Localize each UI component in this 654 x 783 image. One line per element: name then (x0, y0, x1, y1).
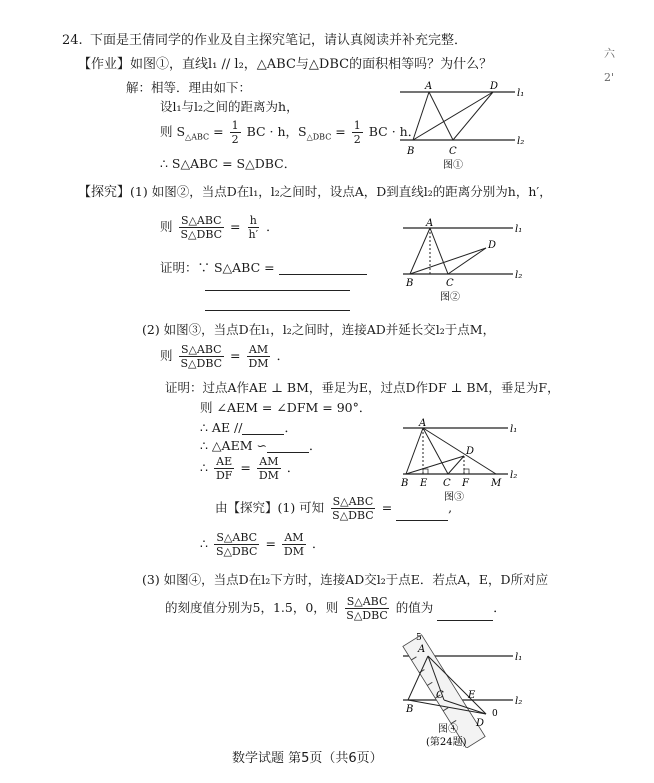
answer-blank-line[interactable] (205, 290, 350, 291)
explore-1-text: 【探究】(1) 如图②，当点D在l₁，l₂之间时，设点A，D到直线l₂的距离分别为h，h′， (78, 184, 552, 200)
figure-3-diagram (398, 418, 526, 506)
question-stem: 下面是王倩同学的作业及自主探究笔记，请认真阅读并补充完整． (90, 33, 468, 48)
svg-text:A: A (418, 644, 426, 655)
fig4-subcaption: (第24题) (426, 737, 467, 748)
homework-answer-line4: ∴ S△ABC = S△DBC． (160, 156, 297, 171)
question-number: 24. (62, 33, 83, 48)
homework-tag: 【作业】 (78, 57, 131, 72)
homework-answer-line1: 解：相等．理由如下： (126, 80, 252, 95)
explore-2-proof5: ∴ $\frac{AE}{DF}$ = $\frac{AM}{DM}$ ． (200, 455, 300, 482)
svg-text:A: A (419, 418, 427, 429)
fig1-caption: 图① (443, 160, 463, 171)
explore-1-formula: 则 $\frac{\text{S△ABC}}{\text{S△DBC}}$ = $\frac{h}{h'}$ ． (160, 214, 279, 241)
fig3-caption: 图③ (444, 492, 464, 503)
svg-text:C: C (436, 690, 444, 701)
figure-1-diagram (395, 78, 535, 176)
svg-text:F: F (462, 478, 469, 489)
svg-text:D: D (488, 240, 497, 251)
svg-text:E: E (468, 690, 476, 701)
margin-mark-1: 六 (604, 47, 615, 60)
svg-text:5: 5 (416, 633, 422, 643)
figure-4-diagram (398, 618, 530, 748)
explore-2-proof7: ∴ $\frac{\text{S△ABC}}{\text{S△DBC}}$ = $\frac{AM}{DM}$ ． (200, 531, 325, 558)
explore-2-proof2: 则 ∠AEM = ∠DFM = 90°． (200, 400, 372, 415)
page-footer: 数学试题 第5页（共6页） (232, 751, 383, 766)
fig1-label-A: A (425, 81, 433, 92)
answer-blank-line[interactable] (205, 310, 350, 311)
svg-text:0: 0 (492, 709, 498, 719)
svg-text:C: C (446, 278, 454, 289)
explore-3-formula: 的刻度值分别为5，1.5，0，则 $\frac{\text{S△ABC}}{\text{S△DBC}}$ 的值为 ． (165, 595, 506, 622)
fraction-half: $\frac{1}{2}$ (231, 119, 239, 146)
homework-answer-line3: 则 $S_{\triangle ABC}$ = $\frac{1}{2}$ BC · h，$S_{\triangle DBC}$ = $\frac{1}{2}$ BC · h． (160, 119, 421, 146)
fig1-label-l2: l₂ (517, 136, 525, 147)
svg-text:C: C (443, 478, 451, 489)
svg-text:l₁: l₁ (515, 652, 523, 663)
svg-text:B: B (406, 704, 414, 715)
answer-blank[interactable] (396, 520, 448, 521)
explore-tag: 【探究】 (78, 185, 131, 200)
fig4-caption: 图④ (438, 724, 458, 735)
explore-3-text: (3) 如图④，当点D在l₂下方时，连接AD交l₂于点E．若点A，E，D所对应 (142, 572, 549, 587)
homework-answer-line2: 设l₁与l₂之间的距离为h， (160, 99, 299, 114)
svg-text:E: E (420, 478, 428, 489)
fig2-caption: 图② (440, 292, 460, 303)
svg-text:l₁: l₁ (510, 424, 518, 435)
explore-1-proof: 证明：∵ S△ABC = (160, 262, 367, 275)
fraction-half: $\frac{1}{2}$ (353, 119, 361, 146)
homework-block (78, 58, 492, 71)
explore-2-proof6: 由【探究】(1) 可知 $\frac{\text{S△ABC}}{\text{S△DBC}}$ = , (215, 495, 453, 522)
answer-blank[interactable] (242, 434, 284, 435)
svg-text:B: B (406, 278, 414, 289)
fig1-label-C: C (449, 146, 457, 157)
svg-text:D: D (466, 446, 475, 457)
svg-text:l₂: l₂ (515, 270, 523, 281)
answer-blank[interactable] (267, 452, 309, 453)
fig1-label-l1: l₁ (517, 88, 525, 99)
svg-text:D: D (476, 718, 485, 729)
answer-blank[interactable] (279, 274, 367, 275)
svg-text:M: M (491, 478, 502, 489)
explore-2-proof1: 证明：过点A作AE ⊥ BM，垂足为E，过点D作DF ⊥ BM，垂足为F， (165, 380, 560, 395)
svg-text:l₁: l₁ (515, 224, 523, 235)
svg-text:l₂: l₂ (515, 696, 523, 707)
explore-2-proof3: ∴ AE // ． (200, 420, 297, 435)
svg-text:B: B (401, 478, 409, 489)
explore-2-proof4: ∴ △AEM ∽ ． (200, 438, 322, 453)
explore-2-text: (2) 如图③，当点D在l₁，l₂之间时，连接AD并延长交l₂于点M， (142, 322, 496, 337)
svg-text:A: A (426, 218, 434, 229)
homework-prompt: 如图①，直线l₁ // l₂，△ABC与△DBC的面积相等吗？为什么？ (130, 57, 493, 72)
fig1-label-D: D (490, 81, 499, 92)
figure-2-diagram (398, 218, 533, 306)
margin-mark-2: 2' (604, 71, 615, 84)
svg-text:l₂: l₂ (510, 470, 518, 481)
explore-2-formula: 则 $\frac{\text{S△ABC}}{\text{S△DBC}}$ = $\frac{AM}{DM}$ ． (160, 343, 290, 370)
fig1-label-B: B (407, 146, 415, 157)
